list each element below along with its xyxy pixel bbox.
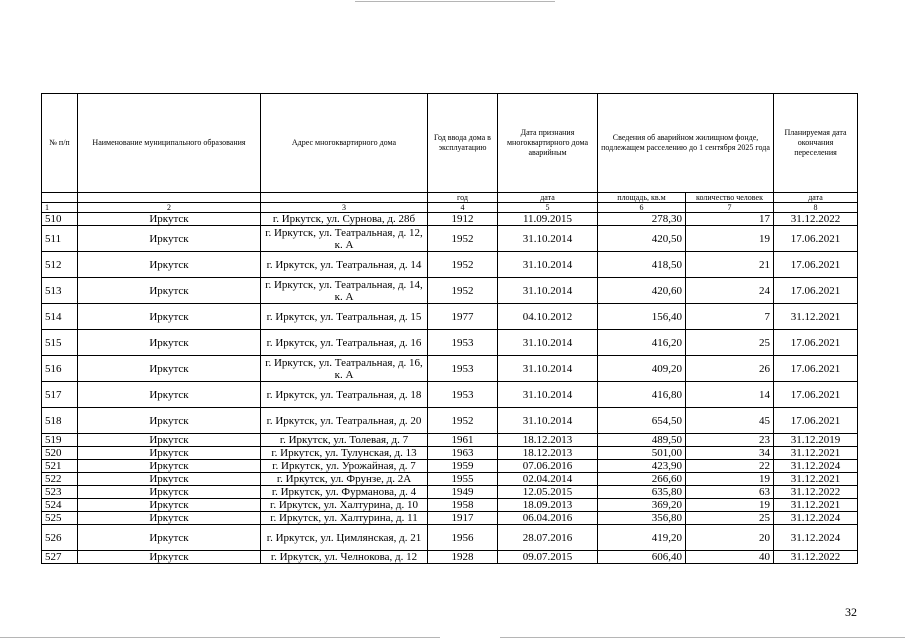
row-number: 522 [42, 473, 78, 486]
scan-edge-bottom-right [500, 637, 905, 638]
planned-date-cell: 17.06.2021 [774, 408, 858, 434]
table-row [42, 252, 858, 278]
address-cell: г. Иркутск, ул. Сурнова, д. 28б [261, 213, 428, 226]
municipality-cell: Иркутск [78, 226, 261, 252]
municipality-cell: Иркутск [78, 473, 261, 486]
municipality-cell: Иркутск [78, 356, 261, 382]
municipality-cell: Иркутск [78, 278, 261, 304]
header-number: № п/п [42, 94, 78, 193]
row-number: 525 [42, 512, 78, 525]
recognition-date-cell: 02.04.2014 [498, 473, 598, 486]
year-cell: 1912 [428, 213, 498, 226]
planned-date-cell: 31.12.2021 [774, 304, 858, 330]
area-cell: 423,90 [598, 460, 686, 473]
scan-edge-top [355, 1, 555, 2]
planned-date-cell: 31.12.2021 [774, 447, 858, 460]
table-row [42, 447, 858, 460]
table-subheader-row [42, 193, 858, 203]
table-row [42, 304, 858, 330]
subheader-empty [78, 193, 261, 203]
municipality-cell: Иркутск [78, 460, 261, 473]
table-row [42, 382, 858, 408]
row-number: 516 [42, 356, 78, 382]
table-header-row [42, 94, 858, 193]
year-cell: 1952 [428, 408, 498, 434]
area-cell: 416,80 [598, 382, 686, 408]
area-cell: 356,80 [598, 512, 686, 525]
year-cell: 1952 [428, 252, 498, 278]
people-count-cell: 26 [686, 356, 774, 382]
people-count-cell: 17 [686, 213, 774, 226]
municipality-cell: Иркутск [78, 486, 261, 499]
municipality-cell: Иркутск [78, 408, 261, 434]
year-cell: 1949 [428, 486, 498, 499]
area-cell: 156,40 [598, 304, 686, 330]
year-cell: 1955 [428, 473, 498, 486]
column-number: 7 [686, 203, 774, 213]
address-cell: г. Иркутск, ул. Халтурина, д. 11 [261, 512, 428, 525]
people-count-cell: 23 [686, 434, 774, 447]
table-body [42, 213, 858, 564]
row-number: 512 [42, 252, 78, 278]
people-count-cell: 25 [686, 512, 774, 525]
column-number: 6 [598, 203, 686, 213]
table-row [42, 226, 858, 252]
table-row [42, 512, 858, 525]
municipality-cell: Иркутск [78, 434, 261, 447]
subheader-empty [42, 193, 78, 203]
municipality-cell: Иркутск [78, 551, 261, 564]
year-cell: 1977 [428, 304, 498, 330]
recognition-date-cell: 31.10.2014 [498, 226, 598, 252]
planned-date-cell: 31.12.2024 [774, 512, 858, 525]
address-cell: г. Иркутск, ул. Театральная, д. 18 [261, 382, 428, 408]
address-cell: г. Иркутск, ул. Халтурина, д. 10 [261, 499, 428, 512]
area-cell: 420,50 [598, 226, 686, 252]
header-planned-date: Планируемая дата окончания переселения [774, 94, 858, 193]
year-cell: 1917 [428, 512, 498, 525]
municipality-cell: Иркутск [78, 330, 261, 356]
address-cell: г. Иркутск, ул. Театральная, д. 15 [261, 304, 428, 330]
row-number: 518 [42, 408, 78, 434]
area-cell: 409,20 [598, 356, 686, 382]
area-cell: 635,80 [598, 486, 686, 499]
people-count-cell: 19 [686, 473, 774, 486]
address-cell: г. Иркутск, ул. Театральная, д. 20 [261, 408, 428, 434]
recognition-date-cell: 31.10.2014 [498, 408, 598, 434]
page-number: 32 [845, 605, 857, 619]
year-cell: 1959 [428, 460, 498, 473]
recognition-date-cell: 31.10.2014 [498, 278, 598, 304]
address-cell: г. Иркутск, ул. Театральная, д. 12, к. А [261, 226, 428, 252]
recognition-date-cell: 31.10.2014 [498, 330, 598, 356]
municipality-cell: Иркутск [78, 252, 261, 278]
people-count-cell: 19 [686, 499, 774, 512]
recognition-date-cell: 11.09.2015 [498, 213, 598, 226]
planned-date-cell: 31.12.2019 [774, 434, 858, 447]
header-municipality: Наименование муниципального образования [78, 94, 261, 193]
year-cell: 1953 [428, 382, 498, 408]
recognition-date-cell: 31.10.2014 [498, 252, 598, 278]
planned-date-cell: 31.12.2022 [774, 213, 858, 226]
people-count-cell: 7 [686, 304, 774, 330]
area-cell: 266,60 [598, 473, 686, 486]
people-count-cell: 22 [686, 460, 774, 473]
row-number: 520 [42, 447, 78, 460]
planned-date-cell: 17.06.2021 [774, 252, 858, 278]
planned-date-cell: 31.12.2024 [774, 525, 858, 551]
header-address: Адрес многоквартирного дома [261, 94, 428, 193]
row-number: 527 [42, 551, 78, 564]
people-count-cell: 40 [686, 551, 774, 564]
year-cell: 1953 [428, 330, 498, 356]
recognition-date-cell: 12.05.2015 [498, 486, 598, 499]
address-cell: г. Иркутск, ул. Тулунская, д. 13 [261, 447, 428, 460]
row-number: 511 [42, 226, 78, 252]
column-number: 3 [261, 203, 428, 213]
table-row [42, 356, 858, 382]
recognition-date-cell: 04.10.2012 [498, 304, 598, 330]
area-cell: 369,20 [598, 499, 686, 512]
people-count-cell: 45 [686, 408, 774, 434]
table-row [42, 486, 858, 499]
address-cell: г. Иркутск, ул. Фурманова, д. 4 [261, 486, 428, 499]
municipality-cell: Иркутск [78, 512, 261, 525]
area-cell: 418,50 [598, 252, 686, 278]
planned-date-cell: 31.12.2021 [774, 499, 858, 512]
recognition-date-cell: 09.07.2015 [498, 551, 598, 564]
table-row [42, 408, 858, 434]
address-cell: г. Иркутск, ул. Урожайная, д. 7 [261, 460, 428, 473]
area-cell: 416,20 [598, 330, 686, 356]
header-fund-info: Сведения об аварийном жилищном фонде, подлежащем расселению до 1 сентября 2025 года [598, 94, 774, 193]
recognition-date-cell: 18.09.2013 [498, 499, 598, 512]
row-number: 521 [42, 460, 78, 473]
recognition-date-cell: 18.12.2013 [498, 434, 598, 447]
address-cell: г. Иркутск, ул. Театральная, д. 14, к. А [261, 278, 428, 304]
area-cell: 501,00 [598, 447, 686, 460]
year-cell: 1928 [428, 551, 498, 564]
address-cell: г. Иркутск, ул. Театральная, д. 14 [261, 252, 428, 278]
subheader-year: год [428, 193, 498, 203]
column-number: 2 [78, 203, 261, 213]
planned-date-cell: 17.06.2021 [774, 278, 858, 304]
subheader-people: количество человек [686, 193, 774, 203]
planned-date-cell: 31.12.2022 [774, 486, 858, 499]
recognition-date-cell: 31.10.2014 [498, 356, 598, 382]
year-cell: 1953 [428, 356, 498, 382]
planned-date-cell: 17.06.2021 [774, 356, 858, 382]
table-row [42, 525, 858, 551]
area-cell: 420,60 [598, 278, 686, 304]
scan-edge-bottom-left [0, 637, 440, 638]
column-number: 5 [498, 203, 598, 213]
row-number: 513 [42, 278, 78, 304]
row-number: 517 [42, 382, 78, 408]
planned-date-cell: 17.06.2021 [774, 382, 858, 408]
row-number: 526 [42, 525, 78, 551]
area-cell: 419,20 [598, 525, 686, 551]
subheader-planned-date: дата [774, 193, 858, 203]
people-count-cell: 63 [686, 486, 774, 499]
address-cell: г. Иркутск, ул. Театральная, д. 16 [261, 330, 428, 356]
column-number-row [42, 203, 858, 213]
planned-date-cell: 17.06.2021 [774, 226, 858, 252]
recognition-date-cell: 07.06.2016 [498, 460, 598, 473]
row-number: 514 [42, 304, 78, 330]
row-number: 523 [42, 486, 78, 499]
address-cell: г. Иркутск, ул. Челнокова, д. 12 [261, 551, 428, 564]
planned-date-cell: 31.12.2022 [774, 551, 858, 564]
row-number: 519 [42, 434, 78, 447]
subheader-date: дата [498, 193, 598, 203]
emergency-housing-table [41, 93, 858, 564]
address-cell: г. Иркутск, ул. Цимлянская, д. 21 [261, 525, 428, 551]
row-number: 524 [42, 499, 78, 512]
subheader-empty [261, 193, 428, 203]
area-cell: 654,50 [598, 408, 686, 434]
year-cell: 1956 [428, 525, 498, 551]
municipality-cell: Иркутск [78, 304, 261, 330]
table-row [42, 473, 858, 486]
municipality-cell: Иркутск [78, 525, 261, 551]
municipality-cell: Иркутск [78, 447, 261, 460]
table-row [42, 551, 858, 564]
row-number: 510 [42, 213, 78, 226]
recognition-date-cell: 31.10.2014 [498, 382, 598, 408]
address-cell: г. Иркутск, ул. Театральная, д. 16, к. А [261, 356, 428, 382]
table-row [42, 213, 858, 226]
year-cell: 1952 [428, 278, 498, 304]
address-cell: г. Иркутск, ул. Фрунзе, д. 2А [261, 473, 428, 486]
column-number: 1 [42, 203, 78, 213]
table-row [42, 330, 858, 356]
row-number: 515 [42, 330, 78, 356]
planned-date-cell: 17.06.2021 [774, 330, 858, 356]
area-cell: 606,40 [598, 551, 686, 564]
people-count-cell: 34 [686, 447, 774, 460]
year-cell: 1958 [428, 499, 498, 512]
year-cell: 1952 [428, 226, 498, 252]
municipality-cell: Иркутск [78, 213, 261, 226]
recognition-date-cell: 06.04.2016 [498, 512, 598, 525]
people-count-cell: 19 [686, 226, 774, 252]
column-number: 4 [428, 203, 498, 213]
address-cell: г. Иркутск, ул. Толевая, д. 7 [261, 434, 428, 447]
people-count-cell: 20 [686, 525, 774, 551]
area-cell: 489,50 [598, 434, 686, 447]
header-year: Год ввода дома в эксплуатацию [428, 94, 498, 193]
planned-date-cell: 31.12.2024 [774, 460, 858, 473]
people-count-cell: 25 [686, 330, 774, 356]
table-row [42, 499, 858, 512]
people-count-cell: 21 [686, 252, 774, 278]
subheader-area: площадь, кв.м [598, 193, 686, 203]
people-count-cell: 14 [686, 382, 774, 408]
planned-date-cell: 31.12.2021 [774, 473, 858, 486]
table-row [42, 434, 858, 447]
recognition-date-cell: 18.12.2013 [498, 447, 598, 460]
header-recognition-date: Дата признания многоквартирного дома аварийным [498, 94, 598, 193]
recognition-date-cell: 28.07.2016 [498, 525, 598, 551]
area-cell: 278,30 [598, 213, 686, 226]
year-cell: 1961 [428, 434, 498, 447]
year-cell: 1963 [428, 447, 498, 460]
column-number: 8 [774, 203, 858, 213]
people-count-cell: 24 [686, 278, 774, 304]
municipality-cell: Иркутск [78, 382, 261, 408]
table-row [42, 278, 858, 304]
municipality-cell: Иркутск [78, 499, 261, 512]
table-row [42, 460, 858, 473]
